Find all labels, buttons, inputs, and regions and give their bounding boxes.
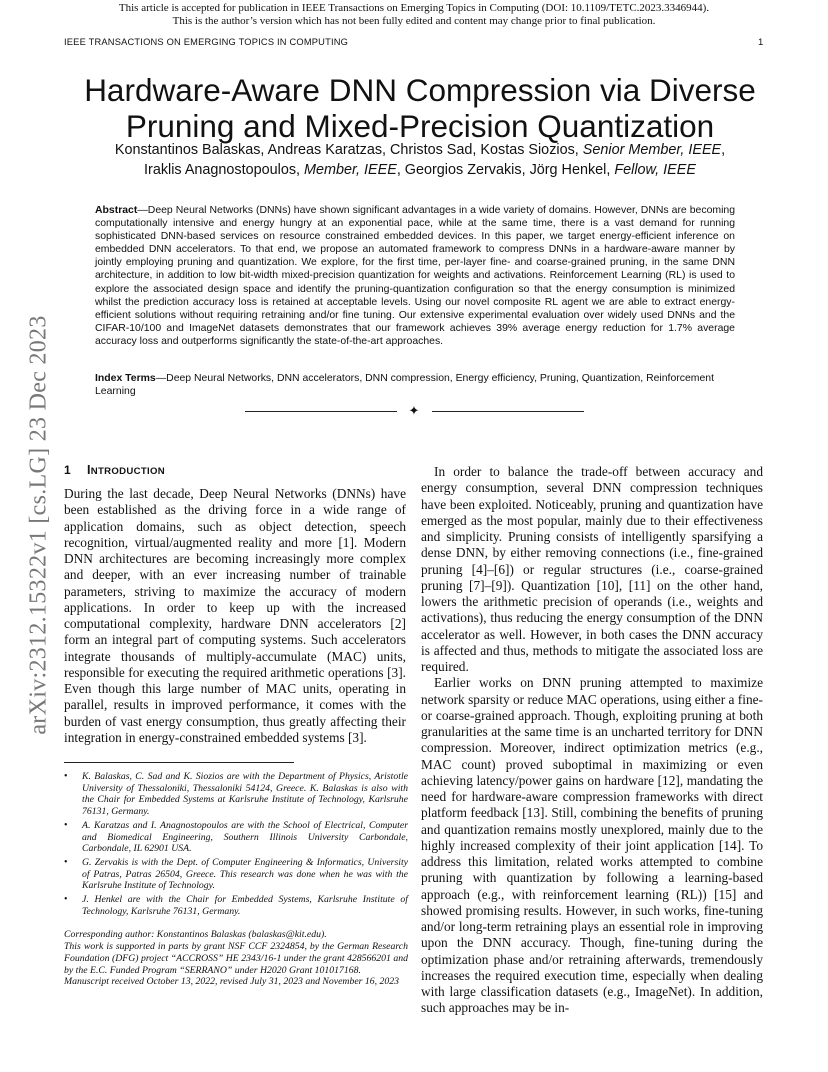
abstract-text: —Deep Neural Networks (DNNs) have shown significant advantages in a wide variety of domains. However, DNNs are becoming computationally intensive and energy hungry at an exponential pace, while at the same time, there is a vast demand for running sophisticated DNN-based services on resource constrained embedded devices. In this paper, we target energy-efficient inference on embedded DNN accelerators. To that end, we propose an automated framework to compress DNNs in a hardware-aware manner by jointly employing pruning and quantization. We explore, for the first time, per-layer fine- and coarse-grained pruning, in the same DNN architecture, in addition to low bit-width mixed-precision quantization for weights and activations. Reinforcement Learning (RL) is used to explore the associated design space and identify the pruning-quantization configuration so that the energy consumption is minimized whilst the prediction accuracy loss is retained at acceptable levels. Using our novel composite RL agent we are able to extract energy-efficient solutions without requiring retraining and/or fine tuning. Our extensive experimental evaluation over widely used DNNs and the CIFAR-10/100 and ImageNet datasets demonstrates that our framework achieves 39% average energy reduction for 1.7% average accuracy loss and outperforms significantly the state-of-the-art approaches. [95, 205, 735, 347]
intro-paragraph-2: In order to balance the trade-off between accuracy and energy consumption, several DNN compression techniques have been exploited. Noticeably, pruning and quantization have emerged as the most popular, mainly due to their effectiveness and simplicity. Pruning consists of intelligently sparsifying a dense DNN, by either removing connections (i.e., fine-grained pruning [4]–[6]) or regular structures (i.e., coarse-grained pruning [7]–[9]). Quantization [10], [11] on the other hand, lowers the arithmetic precision of operands (i.e., weights and activations), thus reducing the energy consumption of the DNN accelerator as well. However, in both cases the DNN accuracy is affected and thus, methods to mitigate the associated loss are required. [421, 464, 763, 674]
authors-line-1-names: Konstantinos Balaskas, Andreas Karatzas, Christos Sad, Kostas Siozios, [114, 142, 583, 158]
arxiv-identifier: arXiv:2312.15322v1 [cs.LG] 23 Dec 2023 [25, 315, 52, 735]
footnote-item: • G. Zervakis is with the Dept. of Computer Engineering & Informatics, University of Patras, Patras 26504, Greece. This research was done when he was with the Karlsruhe Institute of Technology. [64, 857, 408, 892]
publication-notice [0, 2, 828, 27]
separator-line-right [432, 411, 584, 412]
page-number: 1 [758, 37, 764, 48]
footnotes [64, 771, 408, 988]
left-column [64, 486, 406, 746]
abstract-label: Abstract [95, 205, 138, 216]
footnote-item: • A. Karatzas and I. Anagnostopoulos are with the School of Electrical, Computer and Biomedical Engineering, Southern Illinois University Carbondale, Carbondale, IL 62901 USA. [64, 820, 408, 855]
manuscript-dates: Manuscript received October 13, 2022, revised July 31, 2023 and November 16, 2023 [64, 976, 400, 988]
section-heading-introduction [64, 463, 165, 477]
corresponding-author: Corresponding author: Konstantinos Balaskas (balaskas@kit.edu). [64, 929, 327, 941]
footnote-item: • K. Balaskas, C. Sad and K. Siozios are with the Department of Physics, Aristotle University of Thessaloniki, Thessaloniki 54124, Greece. K. Balaskas is also with the Chair for Embedded Systems at Karlsruhe Institute of Technology, Karlsruhe 76131, Germany. [64, 771, 408, 818]
authors-line-2-name: Iraklis Anagnostopoulos, [144, 162, 305, 178]
separator-line-left [245, 411, 397, 412]
authors-line-2-affiliation-1: Member, IEEE [304, 162, 397, 178]
footnote-meta [64, 929, 408, 988]
authors-line-2-affiliation-2: Fellow, IEEE [614, 162, 696, 178]
journal-name: IEEE TRANSACTIONS ON EMERGING TOPICS IN COMPUTING [64, 37, 349, 47]
intro-paragraph-3: Earlier works on DNN pruning attempted to maximize network sparsity or reduce MAC operations, using either a fine- or coarse-grained approach. Though, exploiting pruning at both granularities at the same time is an uncharted territory for DNN compression. Moreover, indirect optimization metrics (e.g., MAC count) proved suboptimal in maximizing or even achieving latency/power gains on hardware [12], mandating the need for hardware-aware compression frameworks with direct platform feedback [13]. Still, combining the benefits of pruning and quantization remains mostly unexplored, mainly due to the highly increased complexity of their joint application [14]. To address this limitation, related works attempted to combine pruning with quantization by following a learning-based approach (e.g., with reinforcement learning (RL)) [15] and showed promising results. However, in such works, fine-tuning and/or long-term retraining plays an essential role in improving upon the DNN accuracy. Though, fine-tuning during the optimization phase and/or retraining afterwards, tremendously increases the required execution time, especially when dealing with large classification datasets (e.g., ImageNet). In addition, such approaches may be in- [421, 675, 763, 1016]
section-number: 1 [64, 463, 71, 477]
title-line-2: Pruning and Mixed-Precision Quantization [125, 108, 715, 145]
index-terms [95, 372, 735, 398]
intro-paragraph-1: During the last decade, Deep Neural Networks (DNNs) have been established as the driving force in a wide range of application domains, such as object detection, speech recognition, virtual/augmented reality and more [1]. Modern DNN architectures are becoming increasingly more complex and deeper, with an ever increasing number of trainable parameters, striving to maximize the accuracy of modern applications. In order to keep up with the increased computational complexity, hardware DNN accelerators [2] form an integral part of computing systems. Such accelerators integrate thousands of multiply-accumulate (MAC) units, responsible for executing the required arithmetic operations [3]. Even though this large number of MAC units, operating in parallel, results in improved performance, it comes with the burden of vast energy consumption, thus greatly affecting their integration in energy-constrained embedded systems [3]. [64, 486, 406, 745]
footnote-item: • J. Henkel are with the Chair for Embedded Systems, Karlsruhe Institute of Technology, Karlsruhe 76131, Germany. [64, 894, 408, 917]
authors-line-1-affiliation: Senior Member, IEEE [582, 142, 722, 158]
section-title-rest: NTRODUCTION [90, 466, 165, 477]
authors-line-1-end: , [721, 142, 726, 158]
notice-line-2: This is the author’s version which has not been fully edited and content may change prior to final publication. [172, 14, 656, 27]
paper-title [40, 72, 800, 144]
index-terms-label: Index Terms [95, 373, 156, 384]
funding-statement: This work is supported in parts by grant NSF CCF 2324854, by the German Research Foundation (DFG) project “ACCROSS” HE 2343/16-1 under the grant 428566201 and by the E.C. Funded Program “SERRANO” under H2020 Grant 101017168. [64, 941, 408, 976]
abstract [95, 204, 735, 348]
notice-line-1: This article is accepted for publication in IEEE Transactions on Emerging Topics in Computing (DOI: 10.1109/TETC.2023.3346944). [118, 2, 710, 14]
footnote-rule [64, 762, 294, 763]
author-list [40, 140, 800, 180]
index-terms-text: —Deep Neural Networks, DNN accelerators, DNN compression, Energy efficiency, Pruning, Quantization, Reinforcement Learning [95, 373, 714, 398]
separator-diamond-icon: ✦ [408, 403, 420, 418]
title-line-1: Hardware-Aware DNN Compression via Diverse [84, 72, 756, 109]
right-column [421, 464, 763, 1017]
section-title-initial: I [86, 463, 91, 477]
authors-line-2-names: , Georgios Zervakis, Jörg Henkel, [396, 162, 615, 178]
